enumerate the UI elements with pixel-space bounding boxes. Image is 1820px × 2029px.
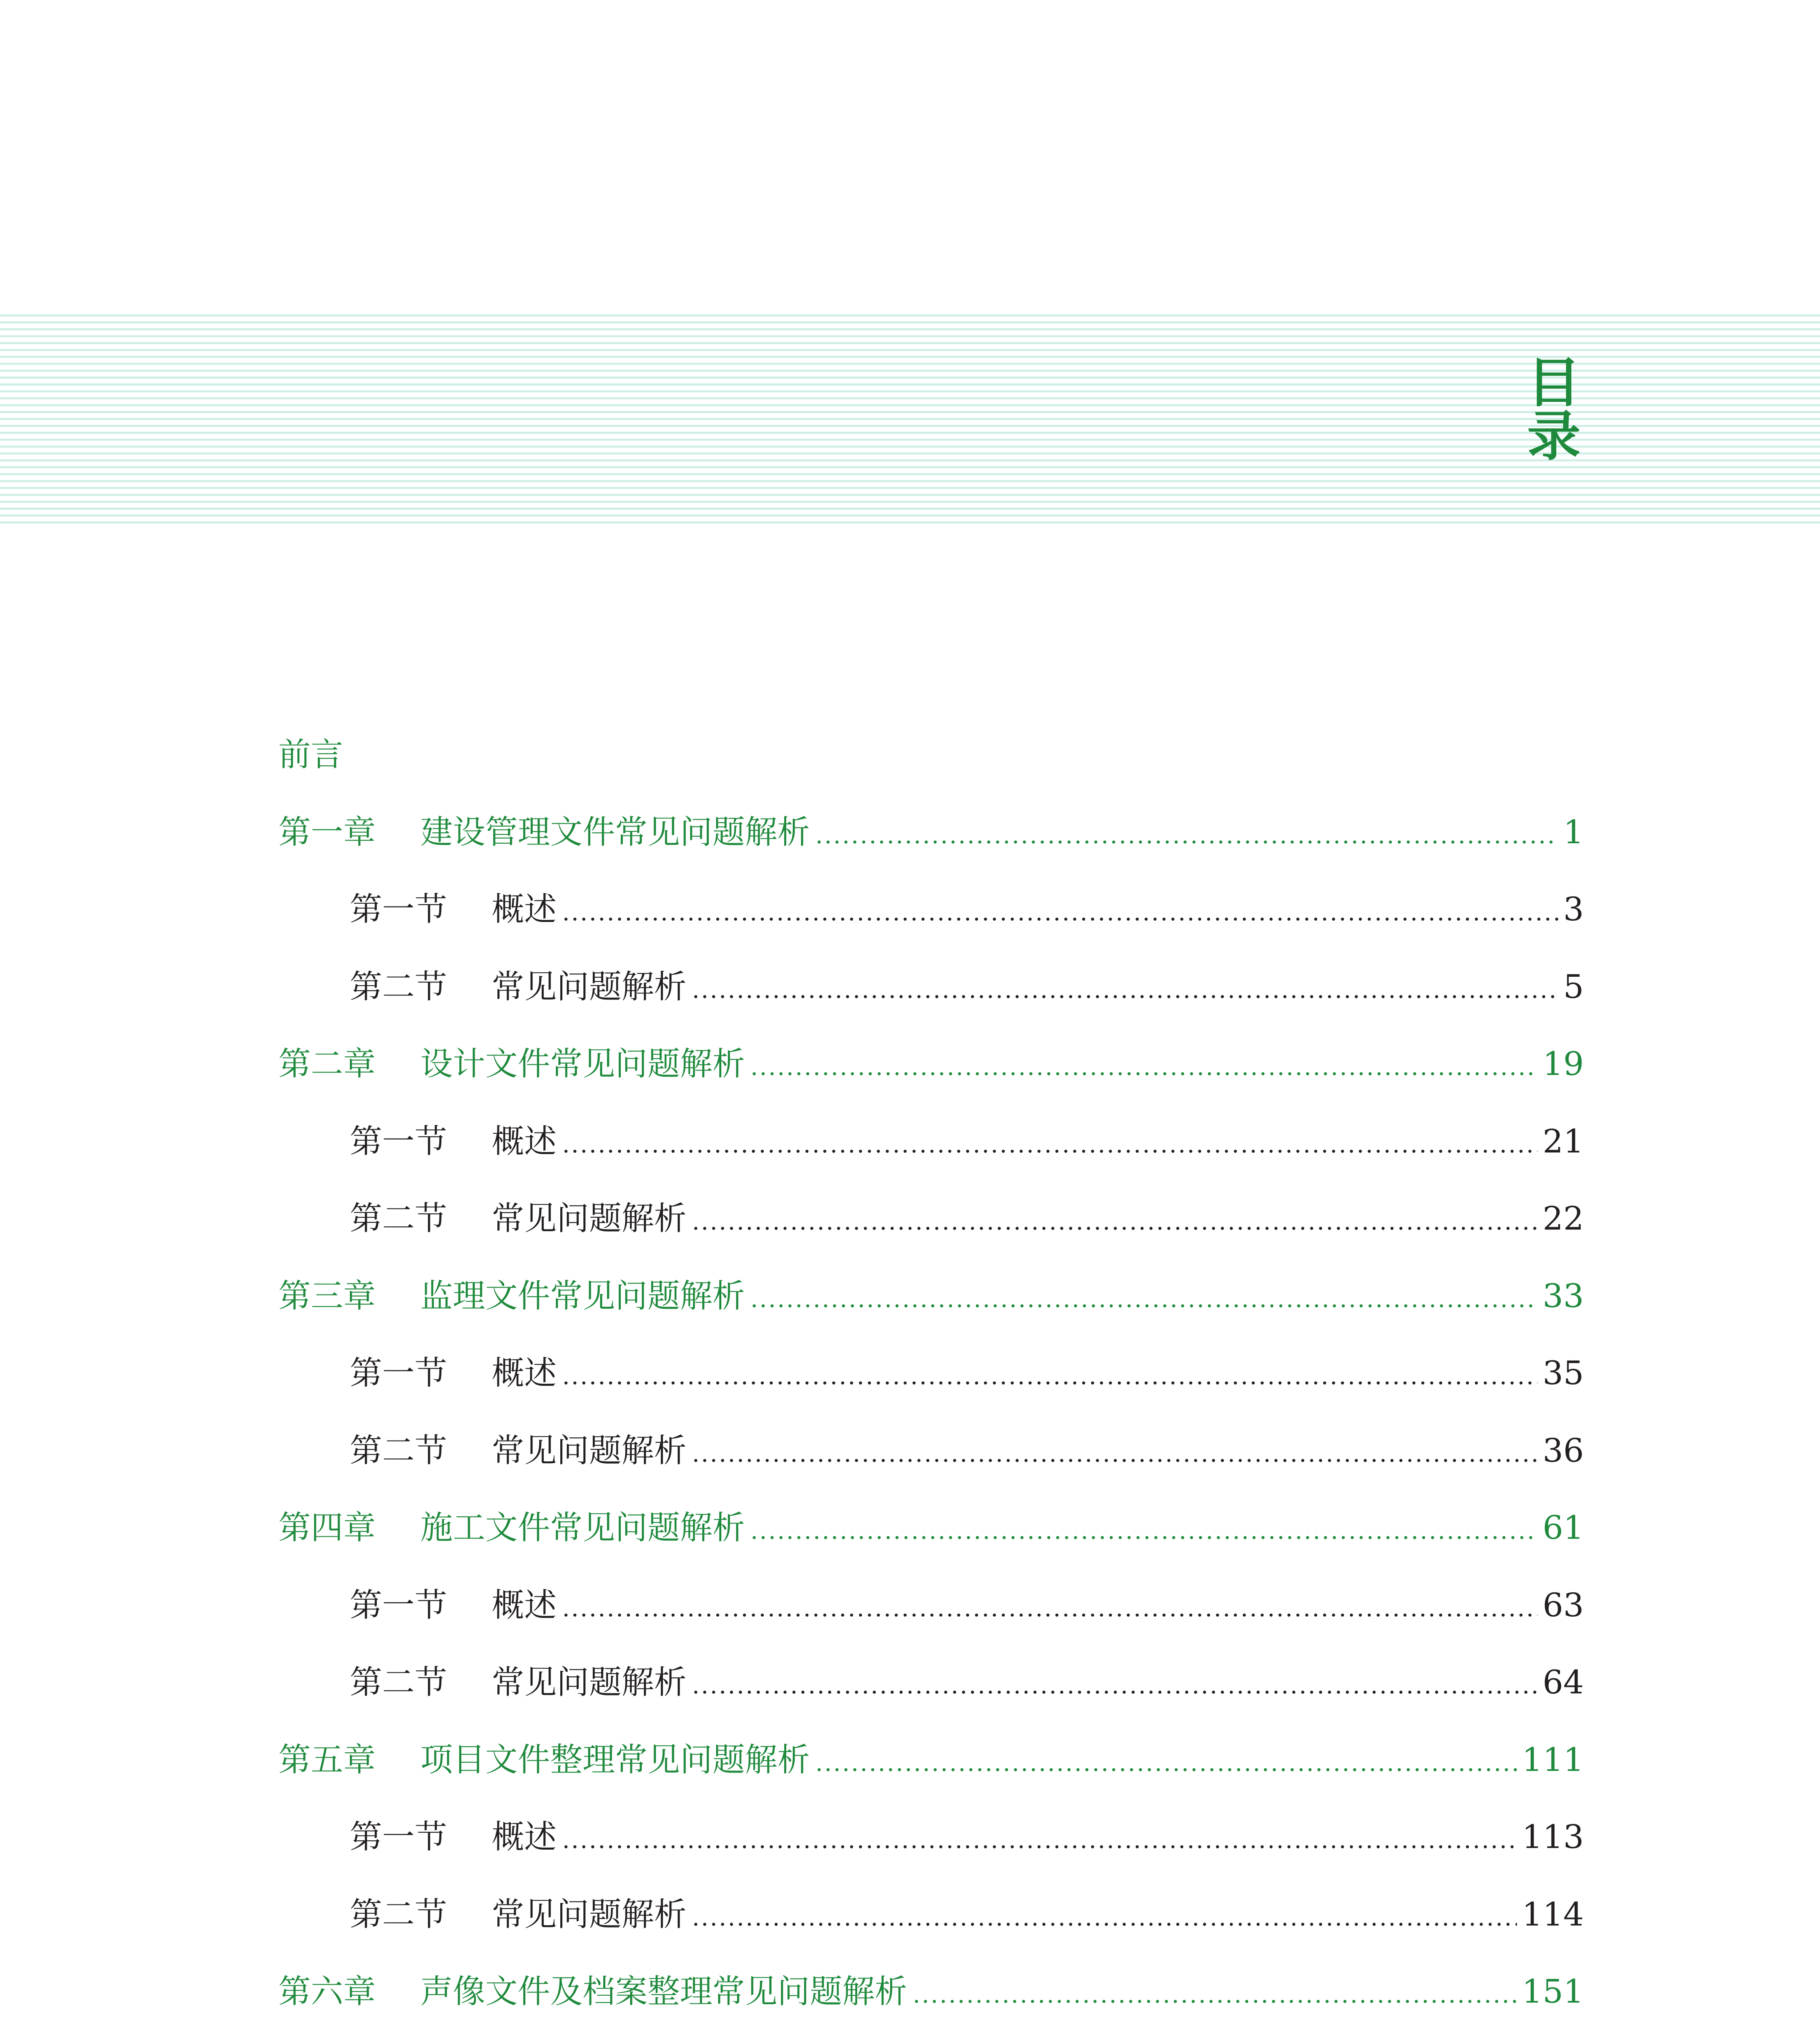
toc-chapter-entry[interactable] [278, 812, 1584, 853]
toc-section-entry[interactable] [278, 889, 1584, 930]
toc-section-entry[interactable] [278, 1430, 1584, 1471]
toc-entry-page-number: 114 [1522, 1895, 1584, 1933]
toc-entry-title: 概述 [492, 890, 557, 928]
dot-leader [561, 1612, 1538, 1618]
toc-entry-page-number: 113 [1522, 1818, 1584, 1856]
toc-entry-page-number: 5 [1563, 968, 1584, 1006]
toc-entry-number: 第五章 [278, 1741, 376, 1779]
toc-chapter-entry[interactable] [278, 1276, 1584, 1316]
toc-section-entry[interactable] [278, 1121, 1584, 1162]
toc-entry-page-number: 61 [1542, 1509, 1584, 1547]
toc-chapter-entry[interactable] [278, 1044, 1584, 1084]
toc-entry-number: 第二章 [278, 1045, 376, 1083]
dot-leader [815, 839, 1558, 845]
toc-entry-number: 第一节 [350, 1354, 447, 1392]
toc-entry-number: 第四章 [278, 1509, 376, 1547]
toc-entry-number: 第二节 [350, 1200, 447, 1237]
toc-entry-number: 第二节 [350, 968, 447, 1006]
toc-entry-page-number: 33 [1542, 1277, 1584, 1315]
toc-entry-title: 建设管理文件常见问题解析 [420, 813, 810, 851]
toc-entry-title: 监理文件常见问题解析 [420, 1277, 745, 1315]
dot-leader [691, 1689, 1538, 1695]
toc-entry-title: 常见问题解析 [492, 968, 686, 1006]
toc-section-entry[interactable] [278, 1353, 1584, 1394]
heading-char-1: 目 [1527, 352, 1581, 414]
toc-entry-number: 第二节 [350, 1663, 447, 1701]
toc-entry-page-number: 64 [1542, 1663, 1584, 1701]
toc-entry-page-number: 36 [1542, 1432, 1584, 1469]
dot-leader [561, 1844, 1517, 1850]
toc-entry-number: 第一节 [350, 1122, 447, 1160]
toc-entry-title: 声像文件及档案整理常见问题解析 [420, 1973, 907, 2010]
dot-leader [691, 1921, 1517, 1927]
toc-section-entry[interactable] [278, 1894, 1584, 1935]
toc-entry-title: 概述 [492, 1354, 557, 1392]
toc-entry-number: 第六章 [278, 1973, 376, 2010]
toc-entry-title: 设计文件常见问题解析 [420, 1045, 745, 1083]
toc-entry-title: 概述 [492, 1586, 557, 1624]
toc-entry-number: 第三章 [278, 1277, 376, 1315]
toc-entry-page-number: 151 [1522, 1973, 1584, 2010]
toc-entry-page-number: 1 [1563, 813, 1584, 851]
dot-leader [750, 1535, 1538, 1540]
toc-section-entry[interactable] [278, 967, 1584, 1007]
toc-preface-label: 前言 [278, 736, 343, 773]
heading-char-2: 录 [1527, 405, 1581, 468]
dot-leader [750, 1071, 1538, 1077]
toc-chapter-entry[interactable] [278, 1740, 1584, 1780]
toc-entry-number: 第一节 [350, 1818, 447, 1856]
toc-section-entry[interactable] [278, 1198, 1584, 1239]
toc-heading [1525, 352, 1582, 468]
toc-entry-page-number: 22 [1542, 1200, 1584, 1237]
dot-leader [815, 1767, 1517, 1773]
toc-entry-page-number: 21 [1542, 1122, 1584, 1160]
toc-entry-title: 概述 [492, 1122, 557, 1160]
toc-entry-title: 常见问题解析 [492, 1895, 686, 1933]
toc-entry-page-number: 35 [1542, 1354, 1584, 1392]
dot-leader [561, 1148, 1538, 1154]
toc-entry-page-number: 111 [1522, 1741, 1584, 1779]
toc-entry-number: 第二节 [350, 1432, 447, 1469]
dot-leader [750, 1303, 1538, 1309]
toc-entry-title: 常见问题解析 [492, 1200, 686, 1237]
toc-entry-number: 第二节 [350, 1895, 447, 1933]
dot-leader [691, 1226, 1538, 1231]
dot-leader [561, 1380, 1538, 1386]
toc-entry-number: 第一节 [350, 890, 447, 928]
toc-entry-number: 第一章 [278, 813, 376, 851]
toc-entry-page-number: 19 [1542, 1045, 1584, 1083]
toc-entry-page-number: 63 [1542, 1586, 1584, 1624]
dot-leader [691, 1458, 1538, 1463]
toc-chapter-entry[interactable] [278, 1971, 1584, 2012]
toc-entry-title: 常见问题解析 [492, 1432, 686, 1469]
toc-entry-title: 概述 [492, 1818, 557, 1856]
toc-preface[interactable] [278, 734, 1584, 775]
toc-entry-title: 常见问题解析 [492, 1663, 686, 1701]
toc-entry-number: 第一节 [350, 1586, 447, 1624]
toc-section-entry[interactable] [278, 1585, 1584, 1626]
dot-leader [561, 916, 1558, 922]
toc-entry-title: 项目文件整理常见问题解析 [420, 1741, 810, 1779]
toc-section-entry[interactable] [278, 1662, 1584, 1703]
toc-entry-title: 施工文件常见问题解析 [420, 1509, 745, 1547]
dot-leader [912, 1999, 1517, 2004]
toc-entry-page-number: 3 [1563, 890, 1584, 928]
dot-leader [691, 994, 1558, 999]
toc-chapter-entry[interactable] [278, 1508, 1584, 1548]
toc-section-entry[interactable] [278, 1817, 1584, 1857]
